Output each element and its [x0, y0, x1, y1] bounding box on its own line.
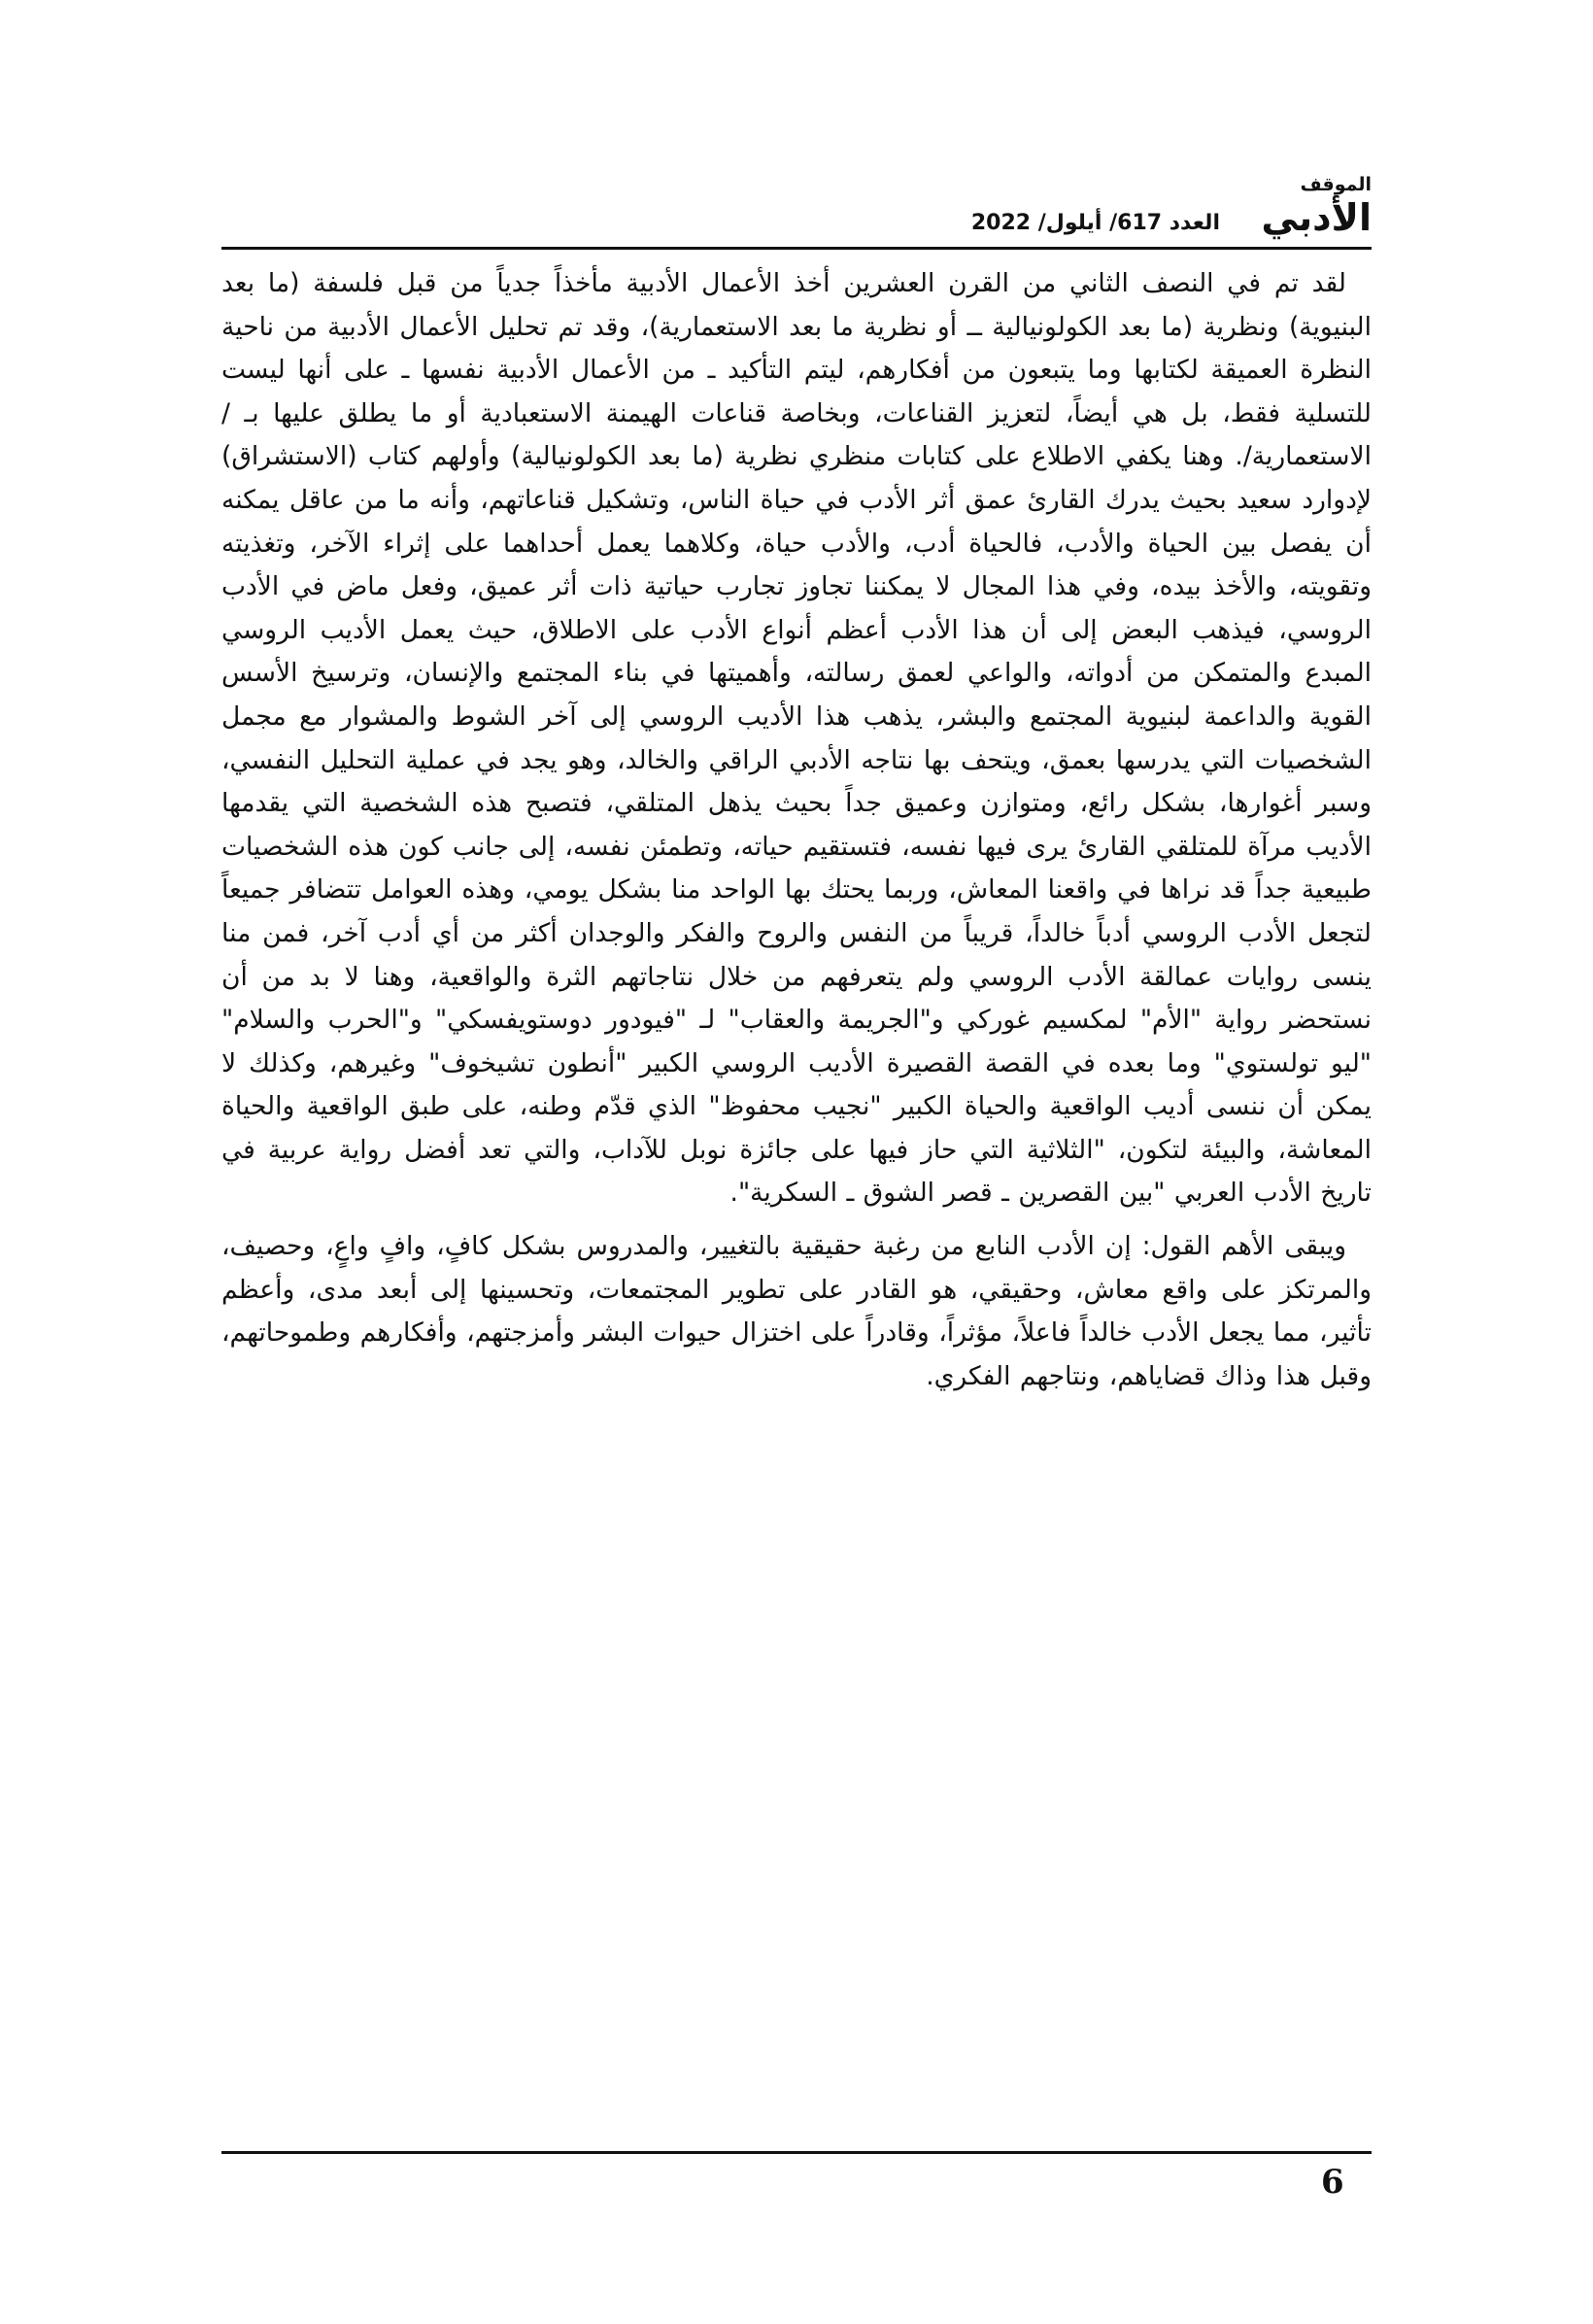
magazine-logo	[1236, 173, 1372, 241]
page-header	[221, 173, 1372, 245]
article-paragraph-1: لقد تم في النصف الثاني من القرن العشرين أخذ الأعمال الأدبية مأخذاً جدياً من قبل فلسفة (ما بعد البنيوية) ونظرية (ما بعد الكولونيالية ــ أو نظرية ما بعد الاستعمارية)، وقد تم تحليل الأعمال الأدبية من ناحية النظرة العميقة لكتابها وما يتبعون من أفكارهم، ليتم التأكيد ـ من الأعمال الأدبية نفسها ـ على أنها ليست للتسلية فقط، بل هي أيضاً، لتعزيز القناعات، وبخاصة قناعات الهيمنة الاستعبادية أو ما يطلق عليها بـ /الاستعمارية/. وهنا يكفي الاطلاع على كتابات منظري نظرية (ما بعد الكولونيالية) وأولهم كتاب (الاستشراق) لإدوارد سعيد بحيث يدرك القارئ عمق أثر الأدب في حياة الناس، وتشكيل قناعاتهم، وأنه ما من عاقل يمكنه أن يفصل بين الحياة والأدب، فالحياة أدب، والأدب حياة، وكلاهما يعمل أحداهما على إثراء الآخر، وتغذيته وتقويته، والأخذ بيده، وفي هذا المجال لا يمكننا تجاوز تجارب حياتية ذات أثر عميق، وفعل ماض في الأدب الروسي، فيذهب البعض إلى أن هذا الأدب أعظم أنواع الأدب على الاطلاق، حيث يعمل الأديب الروسي المبدع والمتمكن من أدواته، والواعي لعمق رسالته، وأهميتها في بناء المجتمع والإنسان، وترسيخ الأسس القوية والداعمة لبنيوية المجتمع والبشر، يذهب هذا الأديب الروسي إلى آخر الشوط والمشوار مع مجمل الشخصيات التي يدرسها بعمق، ويتحف بها نتاجه الأدبي الراقي والخالد، وهو يجد في عملية التحليل النفسي، وسبر أغوارها، بشكل رائع، ومتوازن وعميق جداً بحيث يذهل المتلقي، فتصبح هذه الشخصية التي يقدمها الأديب مرآة للمتلقي القارئ يرى فيها نفسه، فتستقيم حياته، وتطمئن نفسه، إلى جانب كون هذه الشخصيات طبيعية جداً قد نراها في واقعنا المعاش، وربما يحتك بها الواحد منا بشكل يومي، وهذه العوامل تتضافر جميعاً لتجعل الأدب الروسي أدباً خالداً، قريباً من النفس والروح والفكر والوجدان أكثر من أي أدب آخر، فمن منا ينسى روايات عمالقة الأدب الروسي ولم يتعرفهم من خلال نتاجاتهم الثرة والواقعية، وهنا لا بد من أن نستحضر رواية "الأم" لمكسيم غوركي و"الجريمة والعقاب" لـ "فيودور دوستويفسكي" و"الحرب والسلام" "ليو تولستوي" وما بعده في القصة القصيرة الأديب الروسي الكبير "أنطون تشيخوف" وغيرهم، وكذلك لا يمكن أن ننسى أديب الواقعية والحياة الكبير "نجيب محفوظ" الذي قدّم وطنه، على طبق الواقعية والحياة المعاشة، والبيئة لتكون، "الثلاثية التي حاز فيها على جائزة نوبل للآداب، والتي تعد أفضل رواية عربية في تاريخ الأدب العربي "بين القصرين ـ قصر الشوق ـ السكرية".	[221, 268, 1372, 1209]
page-number: 6	[1321, 2163, 1344, 2202]
footer-divider	[221, 2151, 1372, 2154]
article-paragraph-2: ويبقى الأهم القول: إن الأدب النابع من رغبة حقيقية بالتغيير، والمدروس بشكل كافٍ، وافٍ واعٍ، وحصيف، والمرتكز على واقع معاش، وحقيقي، هو القادر على تطوير المجتمعات، وتحسينها إلى أبعد مدى، وأعظم تأثير، مما يجعل الأدب خالداً فاعلاً، مؤثراً، وقادراً على اختزال حيوات البشر وأمزجتهم، وأفكارهم وطموحاتهم، وقبل هذا وذاك قضاياهم، ونتاجهم الفكري.	[221, 1231, 1372, 1391]
issue-info: العدد 617/ أيلول/ 2022	[970, 211, 1220, 235]
magazine-name-top: الموقف	[1300, 174, 1372, 195]
header-divider	[221, 247, 1372, 250]
magazine-name-main: الأدبي	[1261, 196, 1372, 239]
article-body	[221, 262, 1372, 1398]
